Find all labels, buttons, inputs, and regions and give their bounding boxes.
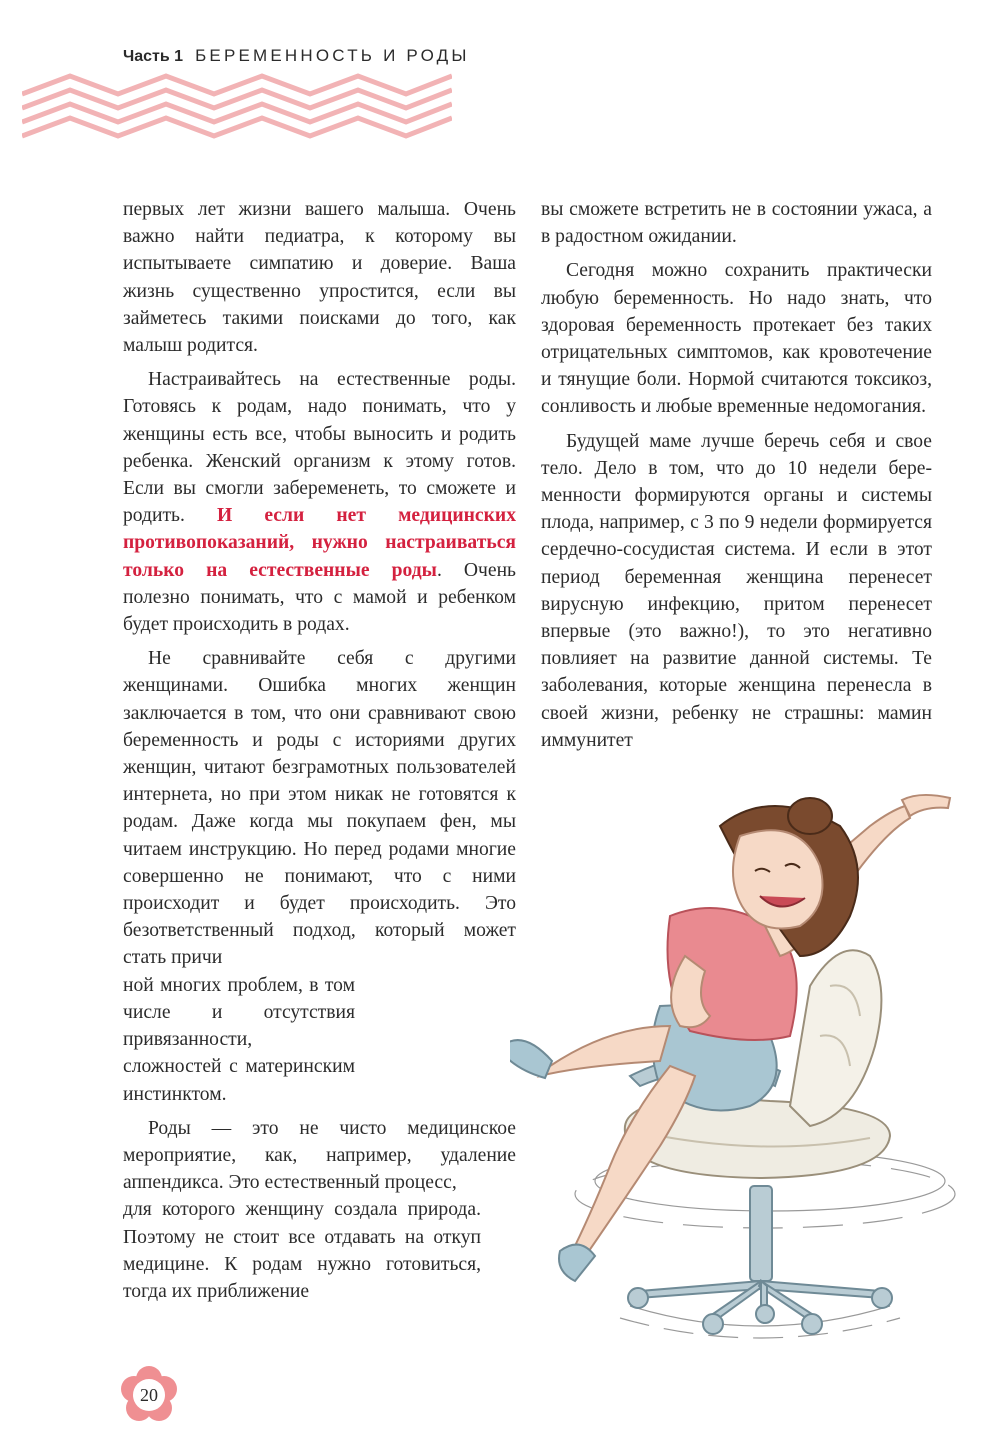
right-column [541, 196, 932, 754]
left-paragraph-4: Роды — это не чисто медицинское мероприятие, как, например, удаление аппендикса. Это естественный процесс, [123, 1117, 516, 1194]
left-paragraph-2-start: Настраивайтесь на естественные роды. Готовясь к родам, надо понимать, что у женщины есть все, чтобы выносить и родить ребенка. Женский организм к этому готов. Если вы смогли забеременеть, то сможете и родить. [123, 369, 516, 527]
zigzag-line-4 [22, 118, 452, 136]
left-paragraph-1: первых лет жизни вашего малыша. Очень важно найти педиатра, к которому вы испытываете симпатию и доверие. Ваша жизнь существенно упростится, если вы займетесь такими поисками до того, как малыш родится. [123, 199, 516, 357]
left-paragraph-3: Не сравнивайте себя с другими женщинами. Ошибка многих женщин заключается в том, что они сравнивают свою беременность и роды с историями других женщин, читают безграмотных пользователей интернета, но при этом никак не готовятся к родам. Даже когда мы покупаем фен, мы читаем инструкцию. Но перед родами многие совершенно не понимают, что с ними происходит и будет происходить. Это безответственный подход, который может стать причи [123, 648, 516, 969]
right-paragraph-2: Сегодня можно сохранить практически любую беременность. Но надо знать, что здоровая беременность протекает без таких отрицательных симптомов, как кровотечение и тянущие боли. Нормой считаются токсикоз, сонливость и любые временные недомогания. [541, 260, 932, 418]
shoes [510, 1040, 595, 1281]
right-paragraph-3: Будущей маме лучше беречь себя и свое тело. Дело в том, что до 10 недели беременности формируются органы и системы плода, например, с 3 по 9 недели формируется сердечно-сосудистая система. И если в этот период беременная женщина перенесет вирусную инфекцию, притом перенесет впервые (это важно!), то это негативно повлияет на развитие данной системы. Те заболевания, которые женщина перенесла в своей жизни, ребенку не страшны: мамин иммунитет [541, 430, 932, 751]
zigzag-line-3 [22, 104, 452, 122]
zigzag-line-1 [22, 76, 452, 94]
part-label: Часть 1 [123, 48, 184, 65]
zigzag-line-2 [22, 90, 452, 108]
chair-back [790, 950, 881, 1126]
chapter-title: БЕРЕМЕННОСТЬ И РОДЫ [195, 46, 470, 65]
illustration-woman-in-chair [510, 786, 980, 1346]
page-number: 20 [140, 1384, 158, 1405]
left-paragraph-3-narrow: ной многих проблем, в том числе и отсутствия привязанности, сложностей с материнским инстинктом. [123, 974, 355, 1105]
left-paragraph-4-mid: для которого женщину создала природа. Поэтому не стоит все отдавать на откуп медицине. К родам нужно готовиться, тогда их приближение [123, 1199, 481, 1302]
chair-base [628, 1186, 892, 1334]
highlighted-phrase: И если нет медицинских противопоказаний, нужно настраиваться только на естественные роды [123, 505, 517, 581]
left-paragraph-2 [123, 366, 516, 638]
hair-bun [788, 798, 832, 834]
left-paragraph-2-end: . Очень полезно понимать, что с мамой и ребенком будет происходить в родах. [123, 559, 516, 636]
right-paragraph-1: вы сможете встретить не в состоянии ужаса, а в радостном ожидании. [541, 199, 932, 248]
left-column [123, 196, 516, 1305]
zigzag-ornament [22, 66, 452, 142]
hand [902, 795, 950, 816]
